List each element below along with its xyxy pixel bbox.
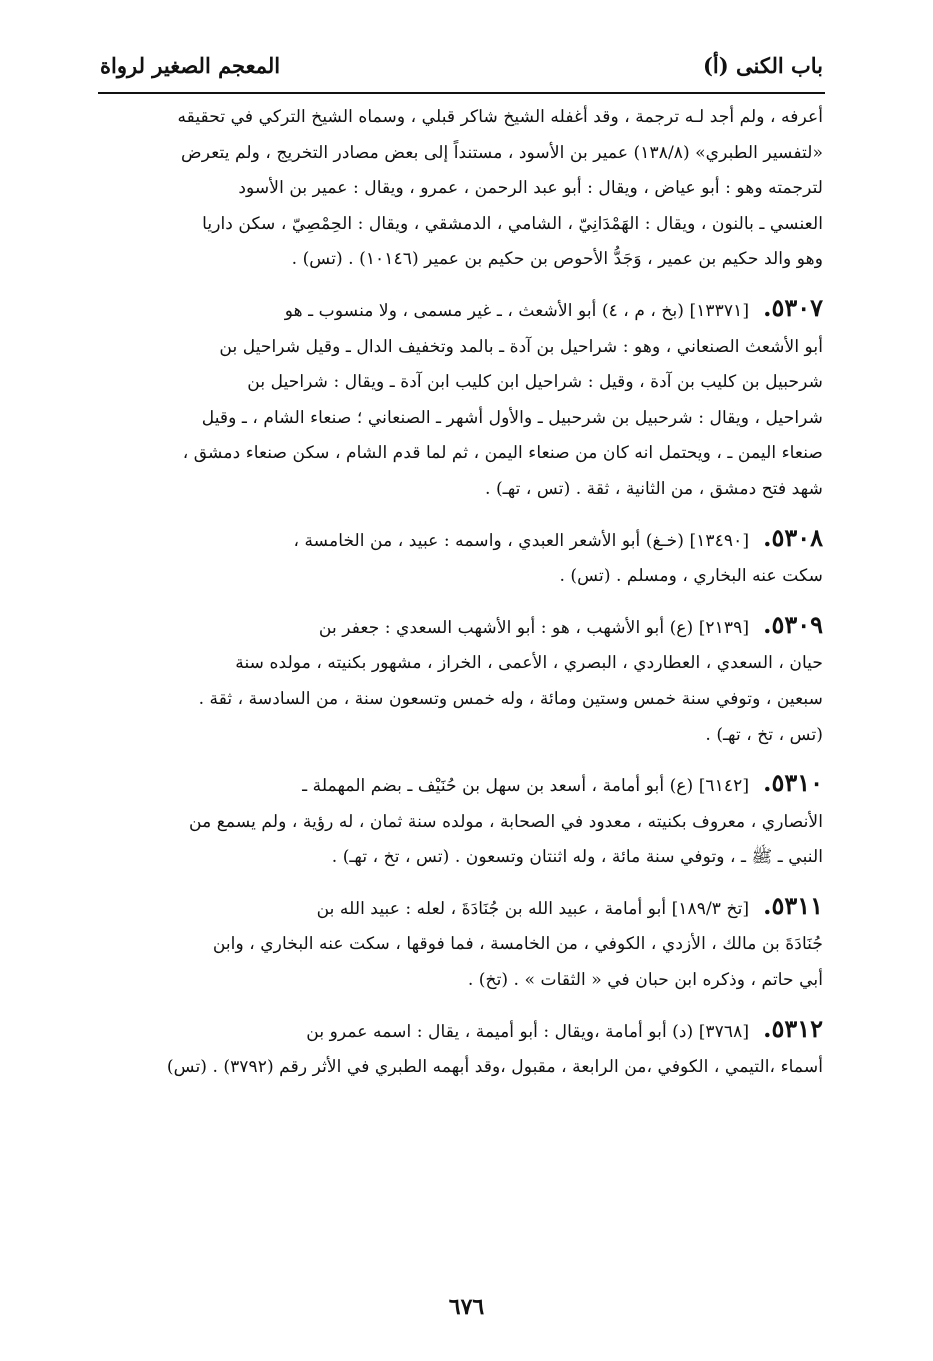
entry-text: [١٣٣٧١] (بخ ، م ، ٤) أبو الأشعث ، ـ غير مسمى ، ولا منسوب ـ هو bbox=[284, 300, 750, 321]
text-line: أسماء ،التيمي ، الكوفي ،من الرابعة ، مقبول ،وقد أبهمه الطبري في الأثر رقم (٣٧٩٢) . (تس) bbox=[166, 1057, 823, 1078]
text-line: أعرفه ، ولم أجد لـه ترجمة ، وقد أغفله الشيخ شاكر قبلي ، وسماه الشيخ التركي في تحقيقه bbox=[177, 107, 823, 127]
entry-text: [١٣٤٩٠] (خـغ) أبو الأشعر العبدي ، واسمه : عبيد ، من الخامسة ، bbox=[293, 530, 750, 551]
entry-text: [٣٧٦٨] (د) أبو أمامة ،ويقال : أبو أميمة ، يقال : اسمه عمرو بن bbox=[306, 1021, 750, 1042]
entry-number: ٥٣٠٧. bbox=[763, 292, 823, 322]
text-line: وهو والد حكيم بن عمير ، وَجَدُّ الأحوص بن حكيم بن عمير (١٠١٤٦) . (تس) . bbox=[291, 249, 823, 270]
page-body bbox=[100, 100, 823, 1086]
text-line: صنعاء اليمن ـ ، ويحتمل انه كان من صنعاء اليمن ، ثم لما قدم الشام ، سكن صنعاء دمشق ، bbox=[182, 443, 823, 464]
text-line: الأنصاري ، معروف بكنيته ، معدود في الصحابة ، مولده سنة ثمان ، له رؤية ، ولم يسمع من bbox=[189, 811, 823, 832]
text-line: جُنَادَةَ بن مالك ، الأزدي ، الكوفي ، من الخامسة ، فما فوقها ، سكت عنه البخاري ، وابن bbox=[212, 934, 823, 955]
text-line: شرحبيل بن كليب بن آدة ، وقيل : شراحيل ابن كليب ابن آدة ـ ويقال : شراحيل بن bbox=[247, 372, 823, 393]
entry-5312-first-line bbox=[100, 1011, 823, 1051]
entry-5307-first-line bbox=[100, 290, 823, 330]
entry-5308-first-line bbox=[100, 520, 823, 560]
text-line: «لتفسير الطبري» (١٣٨/٨) عمير بن الأسود ، مستنداً إلى بعض مصادر التخريج ، ولم يتعرض bbox=[181, 142, 823, 163]
text-line: شراحيل ، ويقال : شرحبيل بن شرحبيل ـ والأول أشهر ـ الصنعاني ؛ صنعاء الشام ، ـ وقيل bbox=[201, 407, 823, 428]
entry-text: [٦١٤٢] (ع) أبو أمامة ، أسعد بن سهل بن حُنَيْف ـ بضم المهملة ـ bbox=[302, 776, 750, 797]
entry-number: ٥٣١٢. bbox=[763, 1013, 823, 1043]
entry-number: ٥٣٠٨. bbox=[763, 522, 823, 552]
book-title: المعجم الصغير لرواة bbox=[100, 52, 281, 78]
header-rule bbox=[98, 92, 825, 94]
text-line: أبو الأشعث الصنعاني ، وهو : شراحيل بن آدة ـ بالمد وتخفيف الدال ـ وقيل شراحيل بن bbox=[219, 336, 823, 357]
entry-number: ٥٣٠٩. bbox=[763, 609, 823, 639]
entry-5310-first-line bbox=[100, 765, 823, 805]
text-line: شهد فتح دمشق ، من الثانية ، ثقة . (تس ، تهـ) . bbox=[485, 478, 823, 499]
entry-number: ٥٣١١. bbox=[763, 890, 823, 920]
page-number: ٦٧٦ bbox=[448, 1294, 485, 1320]
text-line: حيان ، السعدي ، العطاردي ، البصري ، الأعمى ، الخراز ، مشهور بكنيته ، مولده سنة bbox=[235, 653, 823, 674]
text-line: لترجمته وهو : أبو عياض ، ويقال : أبو عبد الرحمن ، عمرو ، ويقال : عمير بن الأسود bbox=[238, 178, 823, 199]
text-line: سكت عنه البخاري ، ومسلم . (تس) . bbox=[559, 566, 823, 587]
entry-text: [تخ ١٨٩/٣] أبو أمامة ، عبيد الله بن جُنَادَةَ ، لعله : عبيد الله بن bbox=[316, 898, 750, 919]
entry-5309-first-line bbox=[100, 607, 823, 647]
entry-text: [٢١٣٩] (ع) أبو الأشهب ، هو : أبو الأشهب السعدي : جعفر بن bbox=[318, 617, 750, 638]
entry-number: ٥٣١٠. bbox=[763, 768, 823, 798]
chapter-title: باب الكنى (أ) bbox=[702, 52, 823, 78]
text-line: العنسي ـ بالنون ، ويقال : الهَمْدَانِيّ ، الشامي ، الدمشقي ، ويقال : الحِمْصِيّ ، سكن داريا bbox=[202, 213, 823, 234]
text-line: (تس ، تخ ، تهـ) . bbox=[705, 724, 823, 745]
text-line: أبي حاتم ، وذكره ابن حبان في « الثقات » . (تخ) . bbox=[467, 970, 823, 991]
text-line: سبعين ، وتوفي سنة خمس وستين ومائة ، وله خمس وتسعون سنة ، من السادسة ، ثقة . bbox=[198, 688, 823, 709]
running-header bbox=[100, 40, 823, 90]
text-line: النبي ـ ﷺ ـ ، وتوفي سنة مائة ، وله اثنتان وتسعون . (تس ، تخ ، تهـ) . bbox=[331, 847, 823, 868]
entry-5311-first-line bbox=[100, 888, 823, 928]
